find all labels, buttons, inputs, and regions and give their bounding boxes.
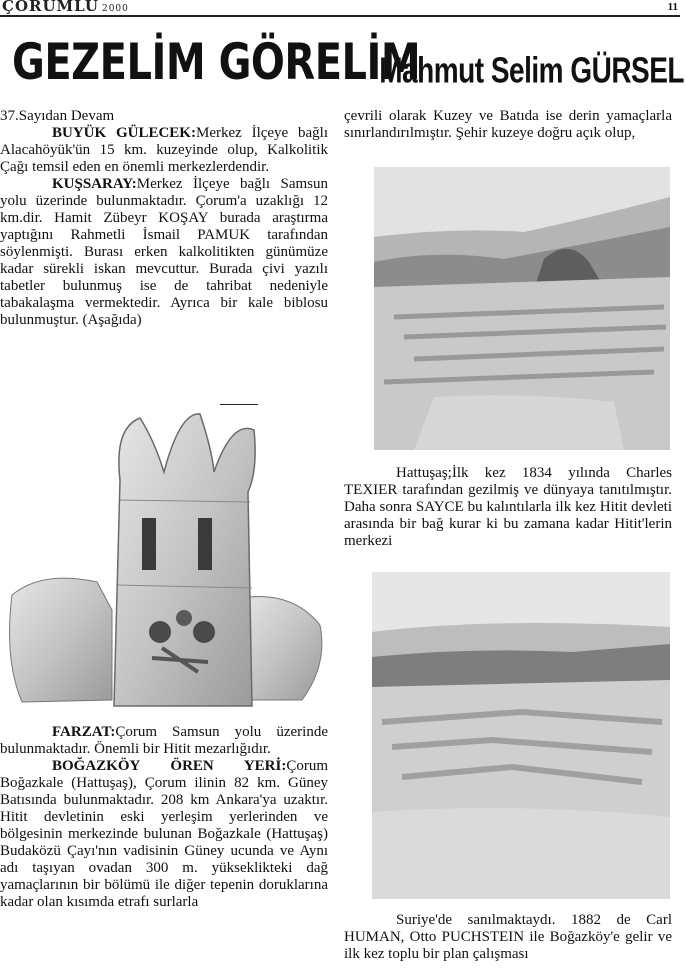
caption-underline xyxy=(220,404,258,405)
magazine-year: 2000 xyxy=(101,4,129,14)
page-header xyxy=(0,0,686,18)
page-number: 11 xyxy=(667,1,678,13)
entry-bogazkoy xyxy=(0,758,328,911)
author-name: Mahmut Selim GÜRSEL xyxy=(379,50,684,91)
entry-text: Merkez İlçeye bağlı Samsun yolu üzerinde bulunmaktadır. Çorum'a uzaklığı 12 km.dir. Hamit Zübeyr KOŞAY burada araştırma yaptığını Rahmetli İsmail PAMUK tarafından söylenmişti. Burası erken kalkolitikten günümüze kadar sürekli iskan mevcuttur. Burada çivi yazılı tabetler bulunmuş ise de tahribat nedeniyle tabakalaşma vermektedir. Ayrıca bir kale biblosu bulunmuştur. (Aşağıda) xyxy=(0,176,328,328)
left-column-bottom xyxy=(0,724,328,911)
right-paragraph-1: çevrili olarak Kuzey ve Batıda ise derin yamaçlarla sınırlandırılmıştır. Şehir kuzeye doğru açık olup, xyxy=(344,108,672,141)
entry-text: Çorum Samsun yolu üzerinde bulunmaktadır. Önemli bir Hitit mezarlığıdır. xyxy=(0,724,328,757)
entry-farzat xyxy=(0,724,328,758)
ruins-photo-2 xyxy=(372,572,670,899)
section-title: GEZELİM GÖRELİM xyxy=(12,34,421,92)
left-column-top xyxy=(0,108,328,329)
continued-note: 37.Sayıdan Devam xyxy=(0,108,115,124)
entry-text: Çorum Boğazkale (Hattuşaş), Çorum ilinin 82 km. Güney Batısında bulunmaktadır. 208 km Ankara'ya uzaktır. Hitit devletinin eski yerleşim yerlerinden ve bölgesinin merkezinde bulunan Boğazkale (Hattuşaş) Budaközü Çayı'nın vadisinin Güney ucunda ve Aynı adı taşıyan ovadan 300 m. yükseklikteki dağ yamaçlarının bir bölümü ile diğer tepenin doruklarına kadar olan kısımda etrafı surlarla xyxy=(0,758,328,910)
magazine-name: ÇORUMLU 2000 xyxy=(2,0,129,15)
right-paragraph-3: Suriye'de sanılmaktaydı. 1882 de Carl HUMAN, Otto PUCHSTEIN ile Boğazköy'e gelir ve ilk kez toplu bir plan çalışması xyxy=(344,912,672,962)
entry-heading: BUYÜK GÜLECEK: xyxy=(52,125,196,141)
header-rule xyxy=(0,15,680,17)
castle-figurine-image xyxy=(2,410,328,710)
entry-heading: KUŞSARAY: xyxy=(52,176,137,192)
entry-buyuk-gulecek xyxy=(0,125,328,176)
right-paragraph-2: Hattuşaş;İlk kez 1834 yılında Charles TEXIER tarafından gezilmiş ve dünyaya tanıtılmıştır. Daha sonra SAYCE bu kalıntılarla ilk kez Hitit devleti arasında bir bağ kurar ki bu zamana kadar Hitit'lerin merkezi xyxy=(344,465,672,549)
entry-heading: FARZAT: xyxy=(52,724,116,740)
entry-text: Merkez İlçeye bağlı Alacahöyük'ün 15 km. kuzeyinde olup, Kalkolitik Çağı temsil eden en önemli merkezlerdendir. xyxy=(0,125,329,175)
entry-kussaray xyxy=(0,176,328,329)
entry-heading: BOĞAZKÖY ÖREN YERİ: xyxy=(52,758,287,774)
ruins-photo-1 xyxy=(374,167,670,450)
